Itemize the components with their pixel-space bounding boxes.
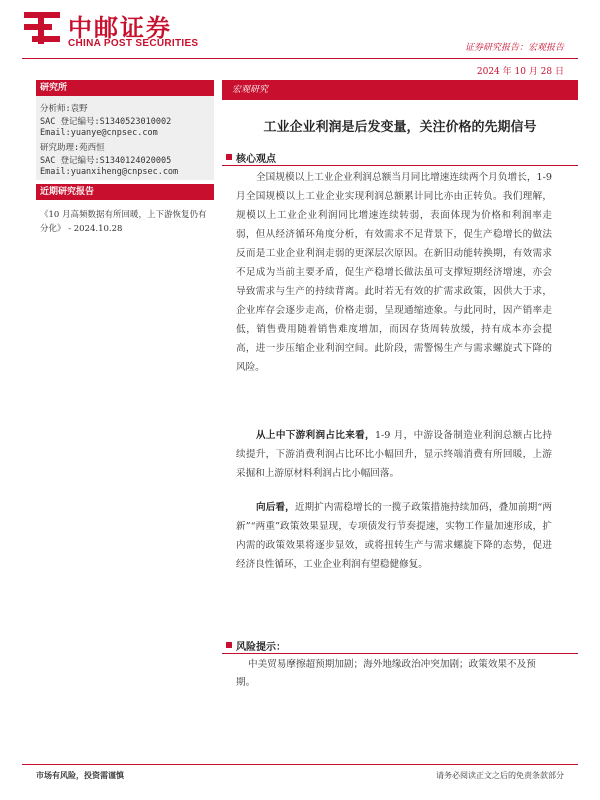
footer-divider [22,764,578,765]
recent-reports-heading: 近期研究报告 [36,184,214,200]
assistant-email[interactable]: Email:yuanxiheng@cnpsec.com [40,167,179,177]
section-tag: 宏观研究 [222,80,578,100]
core-divider [222,165,578,166]
report-title: 工业企业利润是后发变量，关注价格的先期信号 [263,120,537,135]
assistant-sac: SAC 登记编号:S1340124020005 [40,156,172,166]
report-date: 2024 年 10 月 28 日 [476,67,564,77]
core-paragraph-3: 向后看，近期扩内需稳增长的一揽子政策措施持续加码，叠加前期“两新”“两重”政策效果显现，专项债发行节奏提速，实物工作量加速形成，扩内需的政策效果将逐步显效，或将扭转生产与需求螺旋下降的态势，促进经济良性循环，工业企业利润有望稳健修复。 [236,502,552,570]
assistant-name: 研究助理:苑西恒 [40,143,105,153]
analyst-email[interactable]: Email:yuanye@cnpsec.com [40,128,158,138]
brand-name-cn: 中邮证券 [68,14,172,42]
core-bullet-icon [226,154,232,160]
footer-disclaimer: 请务必阅读正文之后的免责条款部分 [436,771,564,780]
risk-divider [222,653,578,654]
analyst-sac: SAC 登记编号:S1340523010002 [40,117,172,127]
risk-text: 中美贸易摩擦超预期加剧；海外地缘政治冲突加剧；政策效果不及预期。 [236,659,536,688]
core-paragraph-1: 全国规模以上工业企业利润总额当月同比增速连续两个月负增长，1-9 月全国规模以上工业企业实现利润总额累计同比亦由正转负。我们理解，规模以上工业企业利润同比增速连续转弱，表面体现为价格和利润率走弱，但从经济循环角度分析，有效需求不足背景下，促生产稳增长的做法反而是工业企业利润走弱的更深层次原因。在新旧动能转换期，有效需求不足成为当前主要矛盾，促生产稳增长做法虽可支撑短期经济增速，亦会导致需求与生产的持续背离。此时若无有效的扩需求政策，因供大于求，企业库存会逐步走高，价格走弱，呈现通缩迹象。与此同时，因产销率走低，销售费用随着销售难度增加，而因存货周转放缓，持有成本亦会提高，进一步压缩企业利润空间。此阶段，需警惕生产与需求螺旋式下降的风险。 [236,172,552,373]
brand-name-en: CHINA POST SECURITIES [68,38,199,49]
core-paragraph-2: 从上中下游利润占比来看，1-9 月，中游设备制造业利润总额占比持续提升，下游消费利润占比环比小幅回升，显示终端消费有所回暖，上游采掘和上游原材料利润占比小幅回落。 [236,430,553,479]
footer-risk-note: 市场有风险，投资需谨慎 [36,770,124,780]
risk-heading: 风险提示： [236,642,286,653]
brand-logo [22,8,212,52]
china-post-logo-icon [22,8,62,48]
analyst-name: 分析师:袁野 [40,104,88,114]
header-divider [22,58,578,59]
research-institute-heading: 研究所 [36,80,214,96]
core-heading: 核心观点 [236,154,276,165]
recent-report-link[interactable]: 《10 月高频数据有所回暖，上下游恢复仍有分化》 - 2024.10.28 [40,210,207,234]
report-type: 证券研究报告：宏观报告 [464,43,564,53]
risk-bullet-icon [226,642,232,648]
